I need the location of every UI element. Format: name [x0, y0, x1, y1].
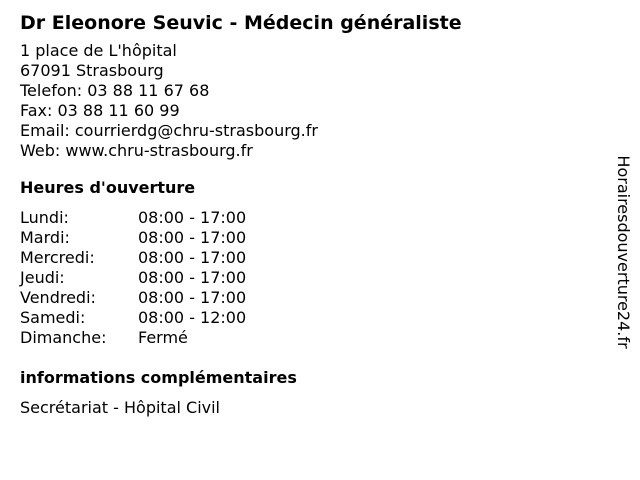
day-hours: Fermé: [138, 328, 188, 347]
day-label: Lundi:: [20, 208, 69, 227]
day-label: Mercredi:: [20, 248, 95, 267]
fax-line: Fax: 03 88 11 60 99: [20, 101, 180, 120]
info-text: Secrétariat - Hôpital Civil: [20, 398, 220, 417]
contact-block: [20, 41, 600, 161]
day-hours: 08:00 - 17:00: [138, 288, 247, 307]
day-label: Jeudi:: [20, 268, 65, 287]
web-line: Web: www.chru-strasbourg.fr: [20, 141, 253, 160]
day-label: Mardi:: [20, 228, 70, 247]
phone-line: Telefon: 03 88 11 67 68: [20, 81, 210, 100]
address-line-2: 67091 Strasbourg: [20, 61, 164, 80]
day-hours: 08:00 - 17:00: [138, 228, 247, 247]
address-line-1: 1 place de L'hôpital: [20, 41, 177, 60]
hours-row-vendredi: [20, 288, 246, 308]
listing-title: Dr Eleonore Seuvic - Médecin généraliste: [20, 12, 462, 34]
day-hours: 08:00 - 17:00: [138, 248, 247, 267]
email-line: Email: courrierdg@chru-strasbourg.fr: [20, 121, 318, 140]
opening-hours-table: [20, 208, 246, 348]
hours-heading: Heures d'ouverture: [20, 178, 196, 197]
day-hours: 08:00 - 17:00: [138, 268, 247, 287]
hours-row-jeudi: [20, 268, 246, 288]
day-label: Vendredi:: [20, 288, 96, 307]
hours-row-dimanche: [20, 328, 246, 348]
hours-row-samedi: [20, 308, 246, 328]
day-label: Dimanche:: [20, 328, 107, 347]
day-hours: 08:00 - 17:00: [138, 208, 247, 227]
hours-row-lundi: [20, 208, 246, 228]
listing-card: [20, 10, 600, 418]
watermark-text: Horairesdouverture24.fr: [614, 155, 633, 349]
day-label: Samedi:: [20, 308, 86, 327]
info-heading: informations complémentaires: [20, 368, 297, 387]
hours-row-mardi: [20, 228, 246, 248]
day-hours: 08:00 - 12:00: [138, 308, 247, 327]
hours-row-mercredi: [20, 248, 246, 268]
